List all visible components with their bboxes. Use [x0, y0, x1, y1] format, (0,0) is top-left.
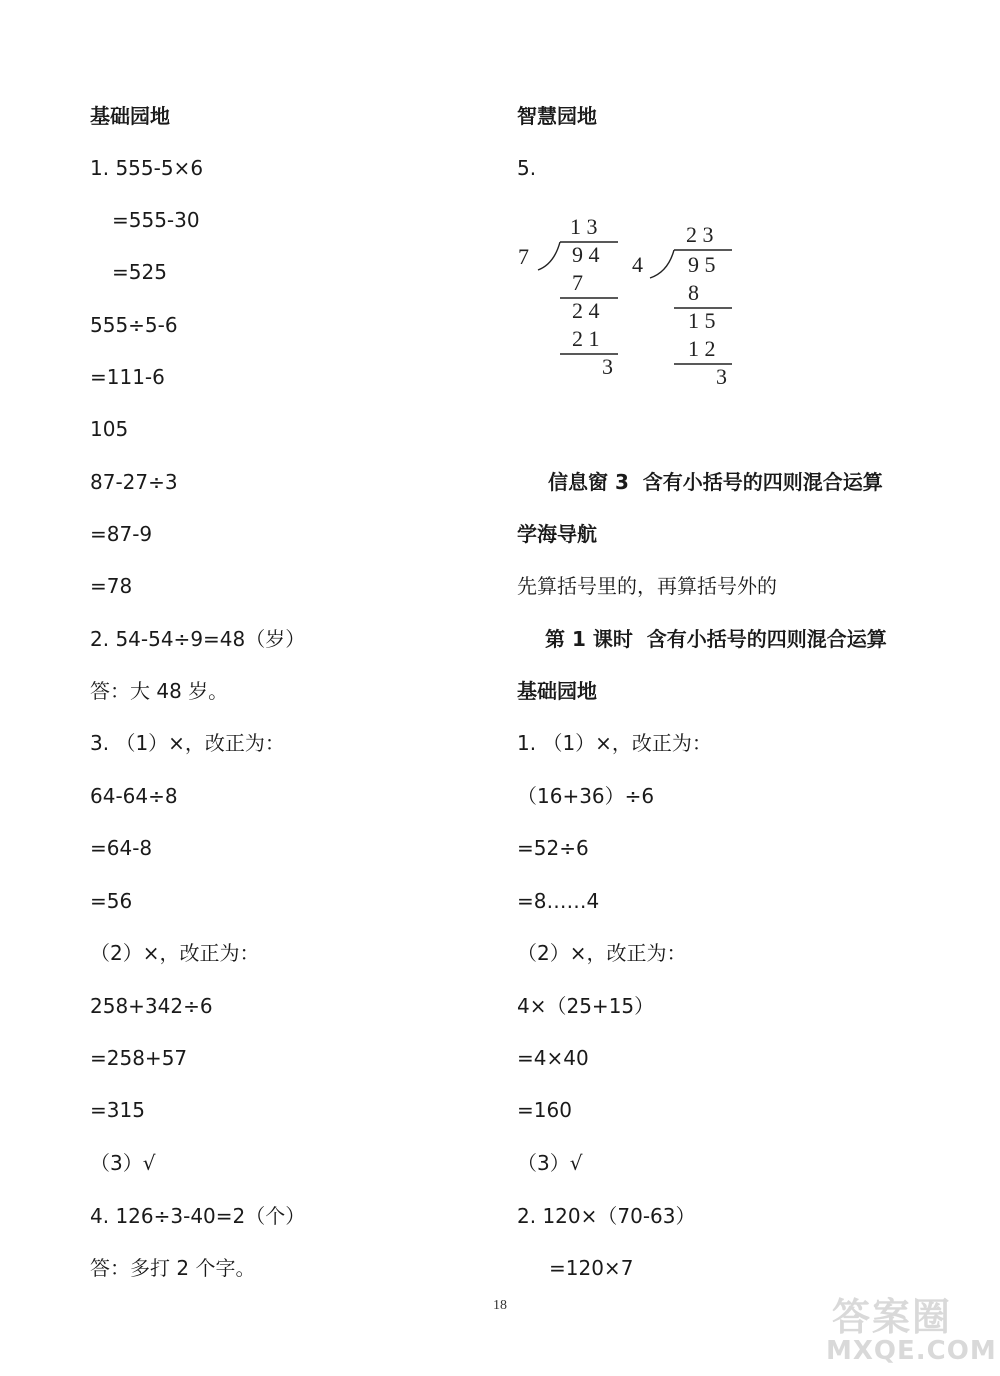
step2-2: 1 5 [688, 308, 716, 333]
left-line-2: =555-30 [112, 208, 200, 232]
watermark-logo [820, 1286, 997, 1368]
right-line-10: 2. 120×（70-63） [517, 1204, 696, 1228]
left-line-7: 87-27÷3 [90, 470, 178, 494]
step2-1: 2 4 [572, 298, 600, 323]
left-line-3: =525 [112, 260, 167, 284]
left-section-heading: 基础园地 [90, 104, 170, 128]
left-line-6: 105 [90, 417, 129, 441]
dividend-2: 9 5 [688, 252, 716, 277]
right-line-6: 4×（25+15） [517, 994, 655, 1018]
long-division-2 [626, 220, 756, 395]
divisor-1: 7 [518, 244, 529, 269]
section-title: 信息窗 3 含有小括号的四则混合运算 [548, 470, 883, 494]
watermark-bottom-text: MXQE.COM [826, 1336, 997, 1366]
subheading-guide: 学海导航 [517, 522, 597, 546]
page-number: 18 [493, 1298, 507, 1313]
right-line-9: （3）√ [517, 1151, 583, 1175]
step1-1: 7 [572, 270, 583, 295]
left-line-10: 2. 54-54÷9=48（岁） [90, 627, 306, 651]
right-line-7: =4×40 [517, 1046, 589, 1070]
left-line-5: =111-6 [90, 365, 165, 389]
division-bracket-2 [650, 250, 674, 278]
left-line-19: =315 [90, 1098, 145, 1122]
left-line-13: 64-64÷8 [90, 784, 178, 808]
left-line-18: =258+57 [90, 1046, 188, 1070]
right-section-heading: 智慧园地 [517, 104, 597, 128]
left-line-14: =64-8 [90, 836, 153, 860]
left-line-8: =87-9 [90, 522, 153, 546]
right-line-4: =8……4 [517, 889, 600, 913]
step1-2: 8 [688, 280, 699, 305]
problem-number: 5. [517, 156, 537, 180]
left-line-16: （2）×，改正为： [90, 941, 260, 965]
left-line-20: （3）√ [90, 1151, 156, 1175]
left-line-22: 答：多打 2 个字。 [90, 1256, 256, 1280]
remainder-2: 3 [716, 364, 727, 389]
left-line-15: =56 [90, 889, 133, 913]
right-line-5: （2）×，改正为： [517, 941, 687, 965]
guide-text: 先算括号里的，再算括号外的 [517, 574, 777, 598]
divisor-2: 4 [632, 252, 643, 277]
right-line-8: =160 [517, 1098, 572, 1122]
remainder-1: 3 [602, 354, 613, 379]
right-line-1: 1. （1）×，改正为： [517, 731, 712, 755]
step3-1: 2 1 [572, 326, 600, 351]
left-line-12: 3. （1）×，改正为： [90, 731, 285, 755]
lesson-title: 第 1 课时 含有小括号的四则混合运算 [545, 627, 887, 651]
right-line-2: （16+36）÷6 [517, 784, 655, 808]
left-line-9: =78 [90, 574, 133, 598]
division-bracket-1 [538, 242, 560, 270]
dividend-1: 9 4 [572, 242, 600, 267]
left-line-11: 答：大 48 岁。 [90, 679, 229, 703]
right-line-11: =120×7 [549, 1256, 634, 1280]
left-line-21: 4. 126÷3-40=2（个） [90, 1204, 306, 1228]
step3-2: 1 2 [688, 336, 716, 361]
long-division-1 [510, 212, 630, 382]
watermark-top-text: 答案圈 [832, 1295, 953, 1339]
quotient-2: 2 3 [686, 222, 714, 247]
quotient-1: 1 3 [570, 214, 598, 239]
left-line-1: 1. 555-5×6 [90, 156, 204, 180]
subheading-basic: 基础园地 [517, 679, 597, 703]
right-line-3: =52÷6 [517, 836, 589, 860]
left-line-17: 258+342÷6 [90, 994, 213, 1018]
left-line-4: 555÷5-6 [90, 313, 178, 337]
